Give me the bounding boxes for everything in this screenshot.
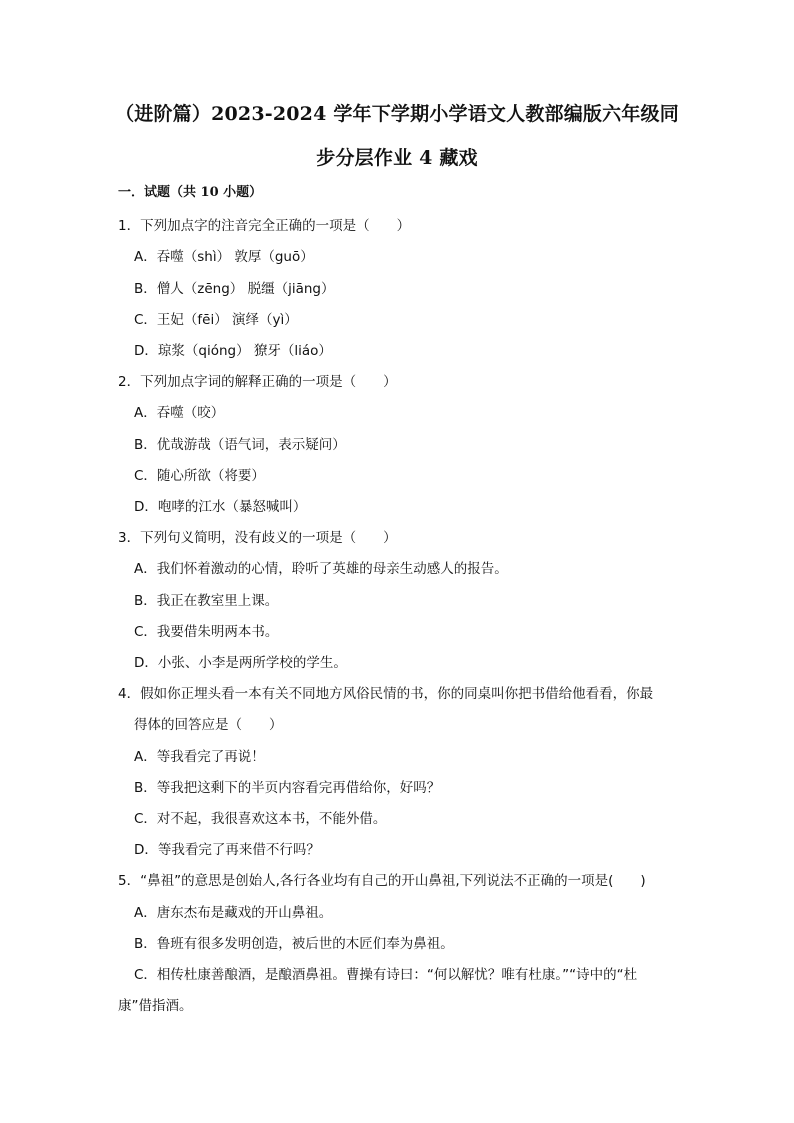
question-5-stem: 5．“鼻祖”的意思是创始人,各行各业均有自己的开山鼻祖,下列说法不正确的一项是( ) — [118, 873, 646, 889]
question-1-option-b: B．僧人（zēng） 脱缰（jiāng） — [134, 281, 335, 297]
question-3-option-c: C．我要借朱明两本书。 — [134, 624, 279, 640]
question-1-option-c: C．王妃（fēi） 演绎（yì） — [134, 312, 298, 328]
question-2-option-b: B．优哉游哉（语气词，表示疑问） — [134, 437, 346, 453]
question-2-option-a: A．吞噬（咬） — [134, 405, 225, 421]
question-1-option-a: A．吞噬（shì） 敦厚（guō） — [134, 249, 314, 265]
question-1-option-d: D．琼浆（qióng） 獠牙（liáo） — [134, 343, 332, 359]
question-2-stem: 2．下列加点字词的解释正确的一项是（ ） — [118, 374, 397, 390]
question-4-option-a: A．等我看完了再说！ — [134, 749, 265, 765]
question-3-stem: 3．下列句义简明，没有歧义的一项是（ ） — [118, 530, 397, 546]
question-4-stem: 4．假如你正埋头看一本有关不同地方风俗民情的书，你的同桌叫你把书借给他看看，你最 — [118, 686, 654, 702]
question-3-option-a: A．我们怀着激动的心情，聆听了英雄的母亲生动感人的报告。 — [134, 561, 508, 577]
question-3-option-d: D．小张、小李是两所学校的学生。 — [134, 655, 347, 671]
document-title-line-1: （进阶篇）2023-2024 学年下学期小学语文人教部编版六年级同 — [115, 103, 679, 125]
question-4-option-b: B．等我把这剩下的半页内容看完再借给你，好吗？ — [134, 780, 441, 796]
question-4-option-d: D．等我看完了再来借不行吗？ — [134, 842, 320, 858]
question-4-option-c: C．对不起，我很喜欢这本书，不能外借。 — [134, 811, 387, 827]
question-5-option-c-continued: 康”借指酒。 — [118, 998, 193, 1014]
question-4-stem-continued: 得体的回答应是（ ） — [134, 717, 283, 733]
question-2-option-d: D．咆哮的江水（暴怒喊叫） — [134, 499, 307, 515]
question-1-stem: 1．下列加点字的注音完全正确的一项是（ ） — [118, 218, 411, 234]
question-3-option-b: B．我正在教室里上课。 — [134, 593, 279, 609]
document-title-line-2: 步分层作业 4 藏戏 — [316, 147, 478, 169]
question-5-option-c: C．相传杜康善酿酒，是酿酒鼻祖。曹操有诗曰：“何以解忧？唯有杜康。”“诗中的“杜 — [134, 967, 638, 983]
question-2-option-c: C．随心所欲（将要） — [134, 468, 265, 484]
question-5-option-b: B．鲁班有很多发明创造，被后世的木匠们奉为鼻祖。 — [134, 936, 454, 952]
section-heading: 一．试题（共 10 小题） — [118, 185, 263, 200]
question-5-option-a: A．唐东杰布是藏戏的开山鼻祖。 — [134, 905, 333, 921]
